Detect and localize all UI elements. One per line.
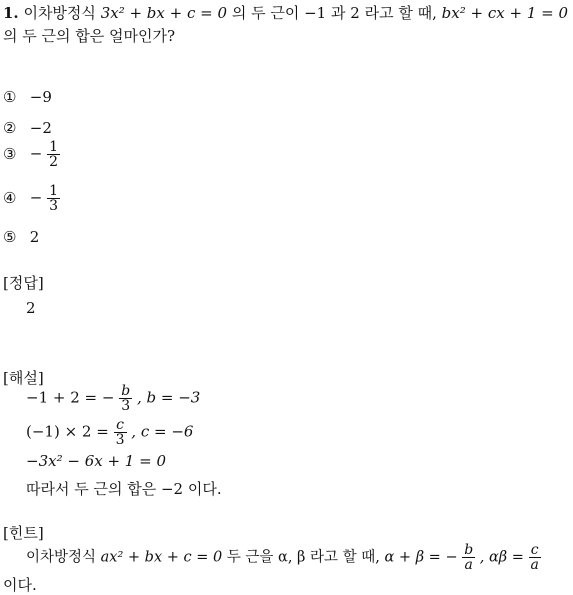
hint-text: 이차방정식 [26, 549, 97, 566]
solution-expr: , c = −6 [131, 422, 194, 441]
fraction-denominator: a [530, 557, 539, 573]
fraction-numerator: b [464, 542, 474, 558]
hint-line-2: 이다. [3, 576, 37, 594]
question-text: 라고 할 때, [364, 4, 437, 22]
fraction-numerator: c [114, 418, 127, 433]
hint-product: , αβ = [479, 549, 524, 566]
choice-marker: ⑤ [3, 228, 17, 246]
root-1: −1 [304, 4, 327, 22]
solution-line-2 [26, 418, 193, 447]
answer-label: [정답] [3, 274, 44, 292]
choice-3[interactable] [3, 140, 60, 169]
fraction-denominator: 3 [49, 198, 59, 214]
fraction-numerator: b [121, 383, 131, 399]
solution-line-3: −3x² − 6x + 1 = 0 [26, 452, 166, 470]
solution-fraction [119, 384, 132, 413]
fraction-denominator: a [464, 557, 473, 573]
choice-2[interactable] [3, 119, 52, 137]
hint-label: [힌트] [3, 524, 44, 542]
choice-fraction [47, 140, 60, 169]
solution-expr: , b = −3 [136, 388, 201, 407]
question-text: 과 [331, 4, 346, 22]
choice-1[interactable] [3, 88, 52, 106]
choice-marker: ② [3, 119, 17, 137]
equation-1: 3x² + bx + c = 0 [100, 4, 228, 22]
fraction-numerator: 1 [49, 139, 59, 155]
solution-expr: −1 + 2 = − [26, 388, 115, 407]
solution-fraction [114, 418, 127, 447]
solution-label: [해설] [3, 369, 44, 387]
choice-text: −9 [29, 88, 52, 106]
hint-fraction [529, 543, 541, 572]
fraction-numerator: 1 [49, 183, 59, 199]
question-number: 1. [3, 4, 19, 22]
choice-text: −2 [29, 119, 52, 137]
question-text: 의 두 근이 [231, 4, 300, 22]
question-line-1 [3, 2, 568, 23]
fraction-numerator: c [529, 543, 541, 558]
choice-fraction [47, 184, 60, 213]
hint-sum: α + β = − [384, 549, 458, 566]
choice-sign: − [29, 188, 43, 207]
choice-text: 2 [29, 228, 40, 246]
question-line-2: 의 두 근의 합은 얼마인가? [3, 27, 176, 45]
root-2: 2 [350, 4, 360, 22]
hint-fraction [462, 543, 475, 572]
hint-line-1 [26, 543, 541, 572]
fraction-denominator: 3 [121, 398, 131, 414]
question-text: 이차방정식 [23, 4, 96, 22]
answer-value: 2 [26, 299, 36, 317]
solution-line-1 [26, 384, 200, 413]
fraction-denominator: 3 [115, 432, 125, 448]
hint-text: 두 근을 α, β 라고 할 때, [226, 549, 380, 566]
choice-marker: ④ [3, 188, 17, 207]
choice-marker: ① [3, 88, 17, 106]
solution-expr: (−1) × 2 = [26, 422, 109, 441]
choice-4[interactable] [3, 184, 60, 213]
choice-marker: ③ [3, 144, 17, 163]
choice-sign: − [29, 144, 43, 163]
hint-equation: ax² + bx + c = 0 [100, 549, 223, 566]
fraction-denominator: 2 [49, 154, 59, 170]
solution-line-4: 따라서 두 근의 합은 −2 이다. [26, 480, 222, 498]
choice-5[interactable] [3, 228, 39, 246]
equation-2: bx² + cx + 1 = 0 [441, 4, 568, 22]
